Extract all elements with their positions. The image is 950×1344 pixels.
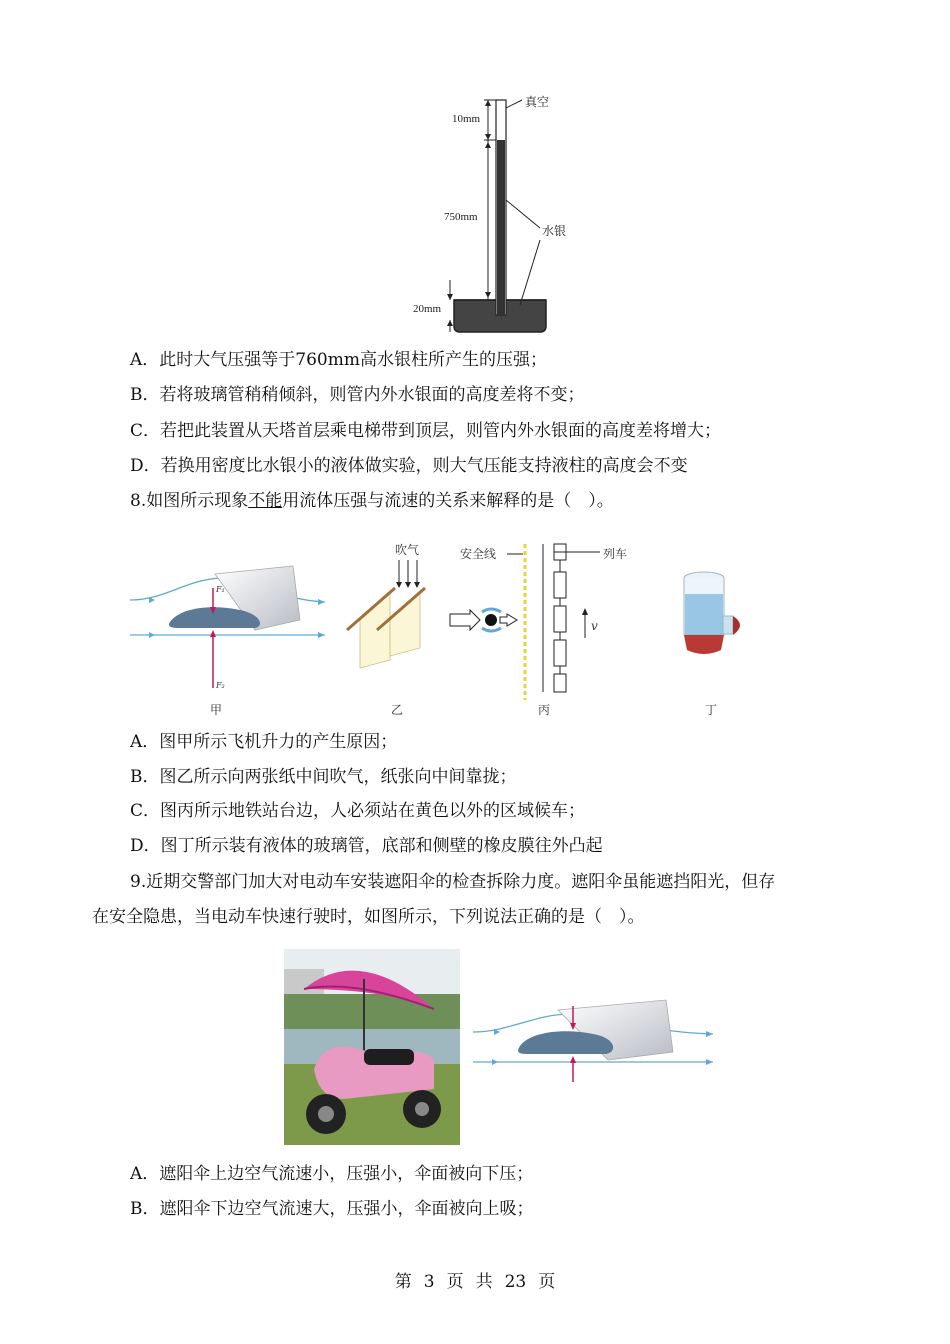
papers-yi xyxy=(347,542,425,668)
q8-option-a: A．图甲所示飞机升力的产生原因； xyxy=(130,732,398,752)
q8-option-b: B．图乙所示向两张纸中间吹气，纸张向中间靠拢； xyxy=(130,767,517,787)
20mm-label: 20mm xyxy=(413,303,442,315)
f1-label: F₁ xyxy=(216,585,225,594)
q9-option-b: B．遮阳伞下边空气流速大，压强小，伞面被向上吸； xyxy=(130,1199,534,1219)
torricelli-diagram xyxy=(400,90,580,340)
caption-ding: 丁 xyxy=(705,703,718,717)
q8-stem-post: 用流体压强与流速的关系来解释的是（ ）。 xyxy=(282,491,614,511)
q8-option-c: C．图丙所示地铁站台边，人必须站在黄色以外的区域候车； xyxy=(130,801,586,821)
q7-option-c: C．若把此装置从天塔首层乘电梯带到顶层，则管内外水银面的高度差将增大； xyxy=(130,421,722,441)
10mm-label: 10mm xyxy=(452,113,481,125)
q7-option-d: D．若换用密度比水银小的液体做实验，则大气压能支持液柱的高度会不变 xyxy=(130,456,688,476)
footer-page-number: 3 xyxy=(423,1272,435,1292)
umbrella-airfoil xyxy=(468,990,718,1090)
footer-suffix: 页 xyxy=(538,1272,556,1292)
tube-ding xyxy=(684,572,740,654)
safety-line-label: 安全线 xyxy=(460,547,497,561)
mercury-label: 水银 xyxy=(542,224,567,238)
airfoil-jia xyxy=(130,566,325,690)
q8-option-d: D．图丁所示装有液体的玻璃管，底部和侧壁的橡皮膜往外凸起 xyxy=(130,836,603,856)
blow-label: 吹气 xyxy=(395,543,420,557)
caption-yi: 乙 xyxy=(391,703,404,717)
f2-label: F₂ xyxy=(216,681,225,690)
velocity-label: v xyxy=(591,619,598,633)
footer-mid2: 共 xyxy=(475,1272,493,1292)
train-label: 列车 xyxy=(603,547,628,561)
footer-prefix: 第 xyxy=(394,1272,412,1292)
q8-stem-underlined: 不能 xyxy=(248,491,283,511)
mercury-column xyxy=(497,140,505,315)
750mm-label: 750mm xyxy=(444,211,478,223)
q8-stem xyxy=(130,490,614,512)
platform-bing xyxy=(450,544,627,700)
q9-stem-line1: 9.近期交警部门加大对电动车安装遮阳伞的检查拆除力度。遮阳伞虽能遮挡阳光，但存 xyxy=(130,872,776,892)
q8-figure xyxy=(125,530,765,720)
page-footer xyxy=(0,1267,950,1292)
q7-option-b: B．若将玻璃管稍稍倾斜，则管内外水银面的高度差将不变； xyxy=(130,385,585,405)
q9-stem-line2: 在安全隐患，当电动车快速行驶时，如图所示，下列说法正确的是（ ）。 xyxy=(92,907,645,927)
footer-mid1: 页 xyxy=(446,1272,464,1292)
q8-stem-pre: 8.如图所示现象 xyxy=(130,491,249,511)
footer-total-pages: 23 xyxy=(504,1272,527,1292)
caption-jia: 甲 xyxy=(210,703,223,717)
q7-option-a: A．此时大气压强等于760mm高水银柱所产生的压强； xyxy=(130,350,547,370)
scooter-umbrella-photo xyxy=(284,949,460,1145)
caption-bing: 丙 xyxy=(538,703,551,717)
vacuum-label: 真空 xyxy=(525,95,550,109)
q9-option-a: A．遮阳伞上边空气流速小，压强小，伞面被向下压； xyxy=(130,1164,534,1184)
